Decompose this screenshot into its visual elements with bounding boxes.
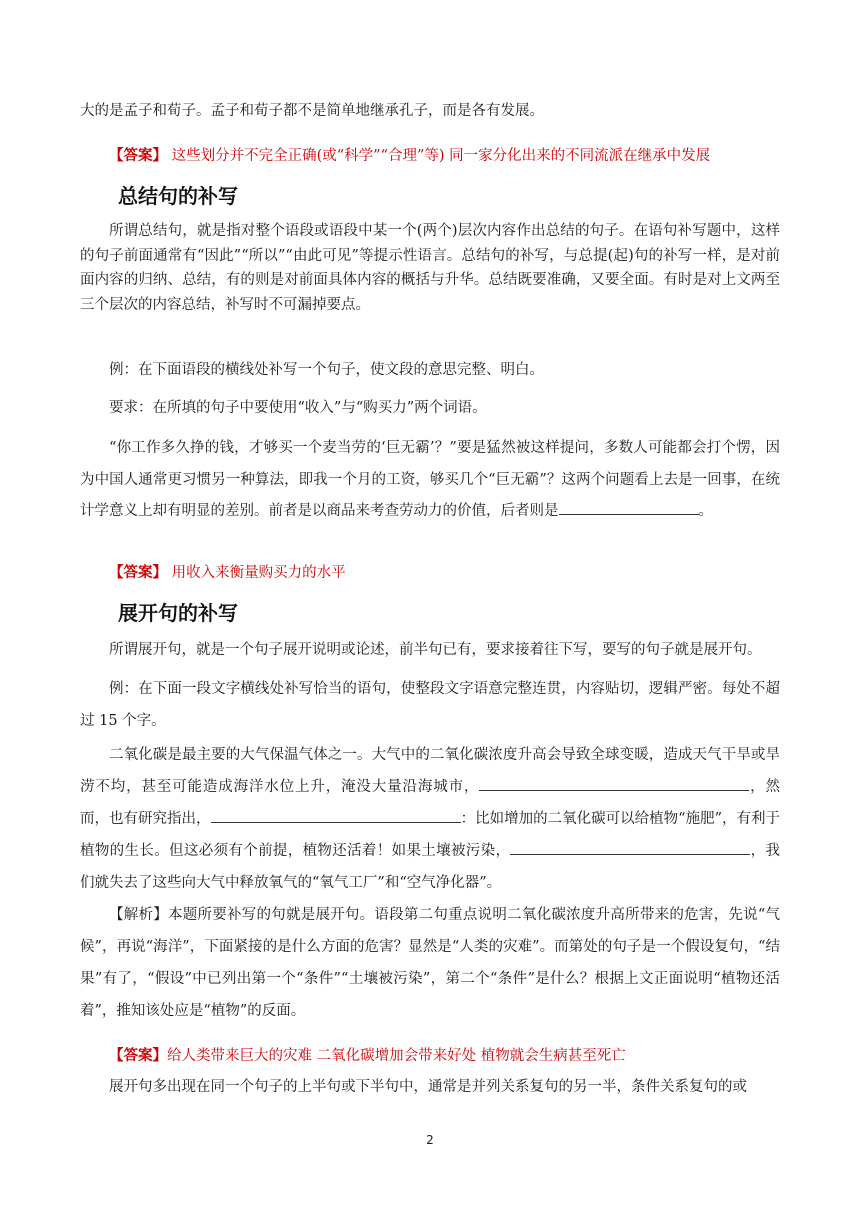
analysis-paragraph: 【解析】本题所要补写的句就是展开句。语段第二句重点说明二氧化碳浓度升高所带来的危害，先说“气候”，再说“海洋”，下面紧接的是什么方面的危害？显然是“人类的灾难”。而第处的句子是一个假设复句，“结果”有了，“假设”中已列出第一个“条件”“土壤被污染”，第二个“条件”是什么？根据上文正面说明“植物还活着”，推知该处应是“植物”的反面。 xyxy=(80,907,780,1019)
answer-1 xyxy=(109,145,809,167)
answer-3 xyxy=(109,1045,809,1067)
paragraph-co2 xyxy=(80,739,780,899)
section-heading-expansion: 展开句的补写 xyxy=(118,601,238,625)
paragraph-example-text xyxy=(80,433,780,528)
fill-blank xyxy=(559,500,699,515)
paragraph-example-2: 例：在下面一段文字横线处补写恰当的语句，使整段文字语意完整连贯，内容贴切，逻辑严密。每处不超过 15 个字。 xyxy=(80,681,780,729)
co2-text-d: ，我们就失去了这些向大气中释放氧气的“氧气工厂”和“空气净化器”。 xyxy=(80,843,781,891)
answer-tag: 【答案】 xyxy=(109,147,167,164)
co2-text-b: ，然而，也有研究指出， xyxy=(80,779,781,827)
page-number: 2 xyxy=(426,1133,434,1147)
answer-2 xyxy=(109,562,809,584)
answer-text: 用收入来衡量购买力的水平 xyxy=(171,565,346,581)
paragraph-requirement: 要求：在所填的句子中要使用“收入”与“购买力”两个词语。 xyxy=(109,400,487,416)
fill-blank-1 xyxy=(479,776,749,791)
paragraph-intro: 大的是孟子和荀子。孟子和荀子都不是简单地继承孔子，而是各有发展。 xyxy=(80,103,544,119)
fill-blank-2 xyxy=(211,808,461,823)
answer-text: 给人类带来巨大的灾难 二氧化碳增加会带来好处 植物就会生病甚至死亡 xyxy=(167,1048,626,1064)
co2-text-c: ：比如增加的二氧化碳可以给植物“施肥”，有利于植物的生长。但这必须有个前提，植物还活着！如果土壤被污染， xyxy=(80,811,781,859)
section-heading-summary: 总结句的补写 xyxy=(118,184,238,208)
paragraph-summary-definition: 所谓总结句，就是指对整个语段或语段中某一个(两个)层次内容作出总结的句子。在语句补写题中，这样的句子前面通常有“因此”“所以”“由此可见”等提示性语言。总结句的补写，与总提(起)句的补写一样，是对前面内容的归纳、总结，有的则是对前面具体内容的概括与升华。总结既要准确，又要全面。有时是对上文两至三个层次的内容总结，补写时不可漏掉要点。 xyxy=(80,223,780,313)
answer-text: 这些划分并不完全正确(或“科学”“合理”等) 同一家分化出来的不同流派在继承中发展 xyxy=(171,148,711,164)
answer-tag: 【答案】 xyxy=(109,564,167,581)
paragraph-expansion-definition: 所谓展开句，就是一个句子展开说明或论述，前半句已有，要求接着往下写，要写的句子就是展开句。 xyxy=(109,642,762,658)
paragraph-example-1: 例：在下面语段的横线处补写一个句子，使文段的意思完整、明白。 xyxy=(109,362,544,378)
fill-blank-3 xyxy=(510,840,750,855)
answer-tag: 【答案】 xyxy=(109,1047,167,1064)
example-text: “你工作多久挣的钱，才够买一个麦当劳的‘巨无霸’？”要是猛然被这样提问，多数人可能都会打个愣，因为中国人通常更习惯另一种算法，即我一个月的工资，够买几个“巨无霸”？这两个问题看上去是一回事，在统计学意义上却有明显的差别。前者是以商品来考查劳动力的价值，后者则是 xyxy=(80,440,780,519)
co2-text-a: 二氧化碳是最主要的大气保温气体之一。大气中的二氧化碳浓度升高会导致全球变暖，造成天气干旱或旱涝不均，甚至可能造成海洋水位上升，淹没大量沿海城市， xyxy=(80,747,780,795)
paragraph-expansion-note: 展开句多出现在同一个句子的上半句或下半句中，通常是并列关系复句的另一半，条件关系复句的或 xyxy=(109,1079,747,1095)
example-text-end: 。 xyxy=(698,503,713,519)
